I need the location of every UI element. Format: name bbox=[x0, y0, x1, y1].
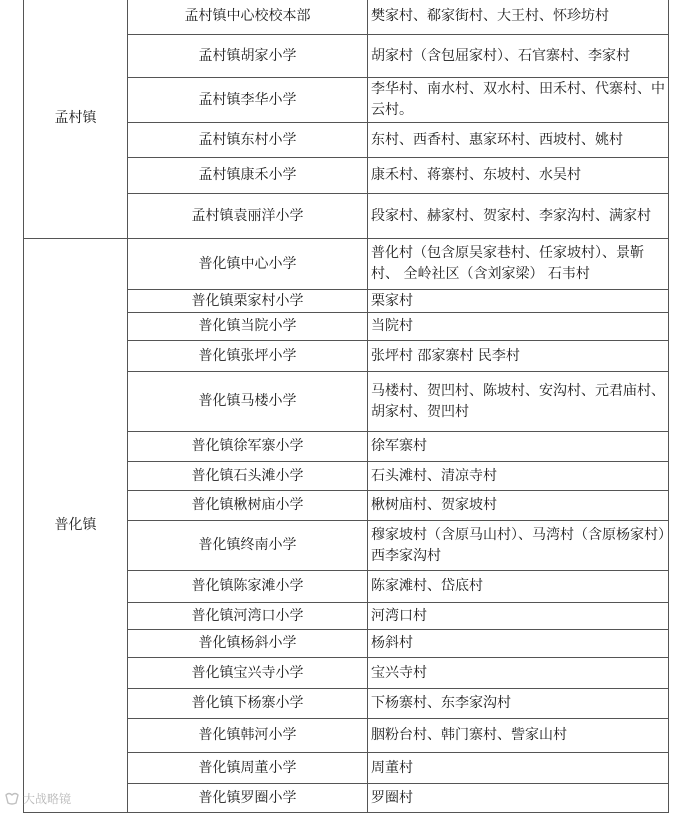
villages-cell: 段家村、赫家村、贺家村、李家沟村、满家村 bbox=[368, 194, 669, 239]
school-name-cell: 孟村镇李华小学 bbox=[128, 78, 368, 123]
town-cell: 孟村镇 bbox=[24, 0, 128, 239]
school-district-table bbox=[23, 0, 669, 813]
school-name-cell: 普化镇杨斜小学 bbox=[128, 630, 368, 658]
table-row bbox=[24, 239, 669, 290]
school-name-cell: 普化镇石头滩小学 bbox=[128, 462, 368, 491]
school-name-cell: 普化镇徐军寨小学 bbox=[128, 432, 368, 462]
villages-cell: 胡家村（含包屈家村）、石官寨村、李家村 bbox=[368, 35, 669, 78]
school-name-cell: 普化镇周董小学 bbox=[128, 753, 368, 784]
villages-cell: 陈家滩村、岱底村 bbox=[368, 571, 669, 603]
watermark-text: 大战略镜 bbox=[23, 792, 72, 806]
villages-cell: 徐军寨村 bbox=[368, 432, 669, 462]
villages-cell: 李华村、南水村、双水村、田禾村、代寨村、中云村。 bbox=[368, 78, 669, 123]
villages-cell: 康禾村、蒋寨村、东坡村、水吴村 bbox=[368, 158, 669, 194]
watermark bbox=[4, 790, 71, 807]
villages-cell: 胭粉台村、韩门寨村、訾家山村 bbox=[368, 719, 669, 753]
villages-cell: 楸树庙村、贺家坡村 bbox=[368, 491, 669, 521]
school-name-cell: 孟村镇康禾小学 bbox=[128, 158, 368, 194]
villages-cell: 当院村 bbox=[368, 313, 669, 341]
villages-cell: 石头滩村、清凉寺村 bbox=[368, 462, 669, 491]
school-name-cell: 孟村镇中心校校本部 bbox=[128, 0, 368, 35]
school-name-cell: 普化镇罗圈小学 bbox=[128, 784, 368, 813]
school-name-cell: 普化镇下杨寨小学 bbox=[128, 689, 368, 719]
school-name-cell: 普化镇终南小学 bbox=[128, 521, 368, 571]
school-name-cell: 孟村镇袁丽洋小学 bbox=[128, 194, 368, 239]
school-name-cell: 普化镇栗家村小学 bbox=[128, 290, 368, 313]
villages-cell: 穆家坡村（含原马山村）、马湾村（含原杨家村）西李家沟村 bbox=[368, 521, 669, 571]
villages-cell: 河湾口村 bbox=[368, 603, 669, 630]
villages-cell: 栗家村 bbox=[368, 290, 669, 313]
villages-cell: 马楼村、贺凹村、陈坡村、安沟村、元君庙村、胡家村、贺凹村 bbox=[368, 372, 669, 432]
villages-cell: 杨斜村 bbox=[368, 630, 669, 658]
school-name-cell: 普化镇韩河小学 bbox=[128, 719, 368, 753]
school-name-cell: 孟村镇东村小学 bbox=[128, 123, 368, 158]
villages-cell: 宝兴寺村 bbox=[368, 658, 669, 689]
school-name-cell: 孟村镇胡家小学 bbox=[128, 35, 368, 78]
school-name-cell: 普化镇马楼小学 bbox=[128, 372, 368, 432]
villages-cell: 下杨寨村、东李家沟村 bbox=[368, 689, 669, 719]
villages-cell: 张坪村 邵家寨村 民李村 bbox=[368, 341, 669, 372]
school-name-cell: 普化镇中心小学 bbox=[128, 239, 368, 290]
school-name-cell: 普化镇张坪小学 bbox=[128, 341, 368, 372]
villages-cell: 东村、西香村、惠家环村、西坡村、姚村 bbox=[368, 123, 669, 158]
villages-cell: 罗圈村 bbox=[368, 784, 669, 813]
villages-cell: 樊家村、郗家街村、大王村、怀珍坊村 bbox=[368, 0, 669, 35]
villages-cell: 周董村 bbox=[368, 753, 669, 784]
table-row bbox=[24, 0, 669, 35]
logo-icon bbox=[4, 792, 20, 806]
school-name-cell: 普化镇宝兴寺小学 bbox=[128, 658, 368, 689]
school-name-cell: 普化镇陈家滩小学 bbox=[128, 571, 368, 603]
school-name-cell: 普化镇楸树庙小学 bbox=[128, 491, 368, 521]
school-name-cell: 普化镇河湾口小学 bbox=[128, 603, 368, 630]
villages-cell: 普化村（包含原吴家巷村、任家坡村）、景靳村、 全岭社区（含刘家梁） 石韦村 bbox=[368, 239, 669, 290]
school-name-cell: 普化镇当院小学 bbox=[128, 313, 368, 341]
town-cell: 普化镇 bbox=[24, 239, 128, 813]
